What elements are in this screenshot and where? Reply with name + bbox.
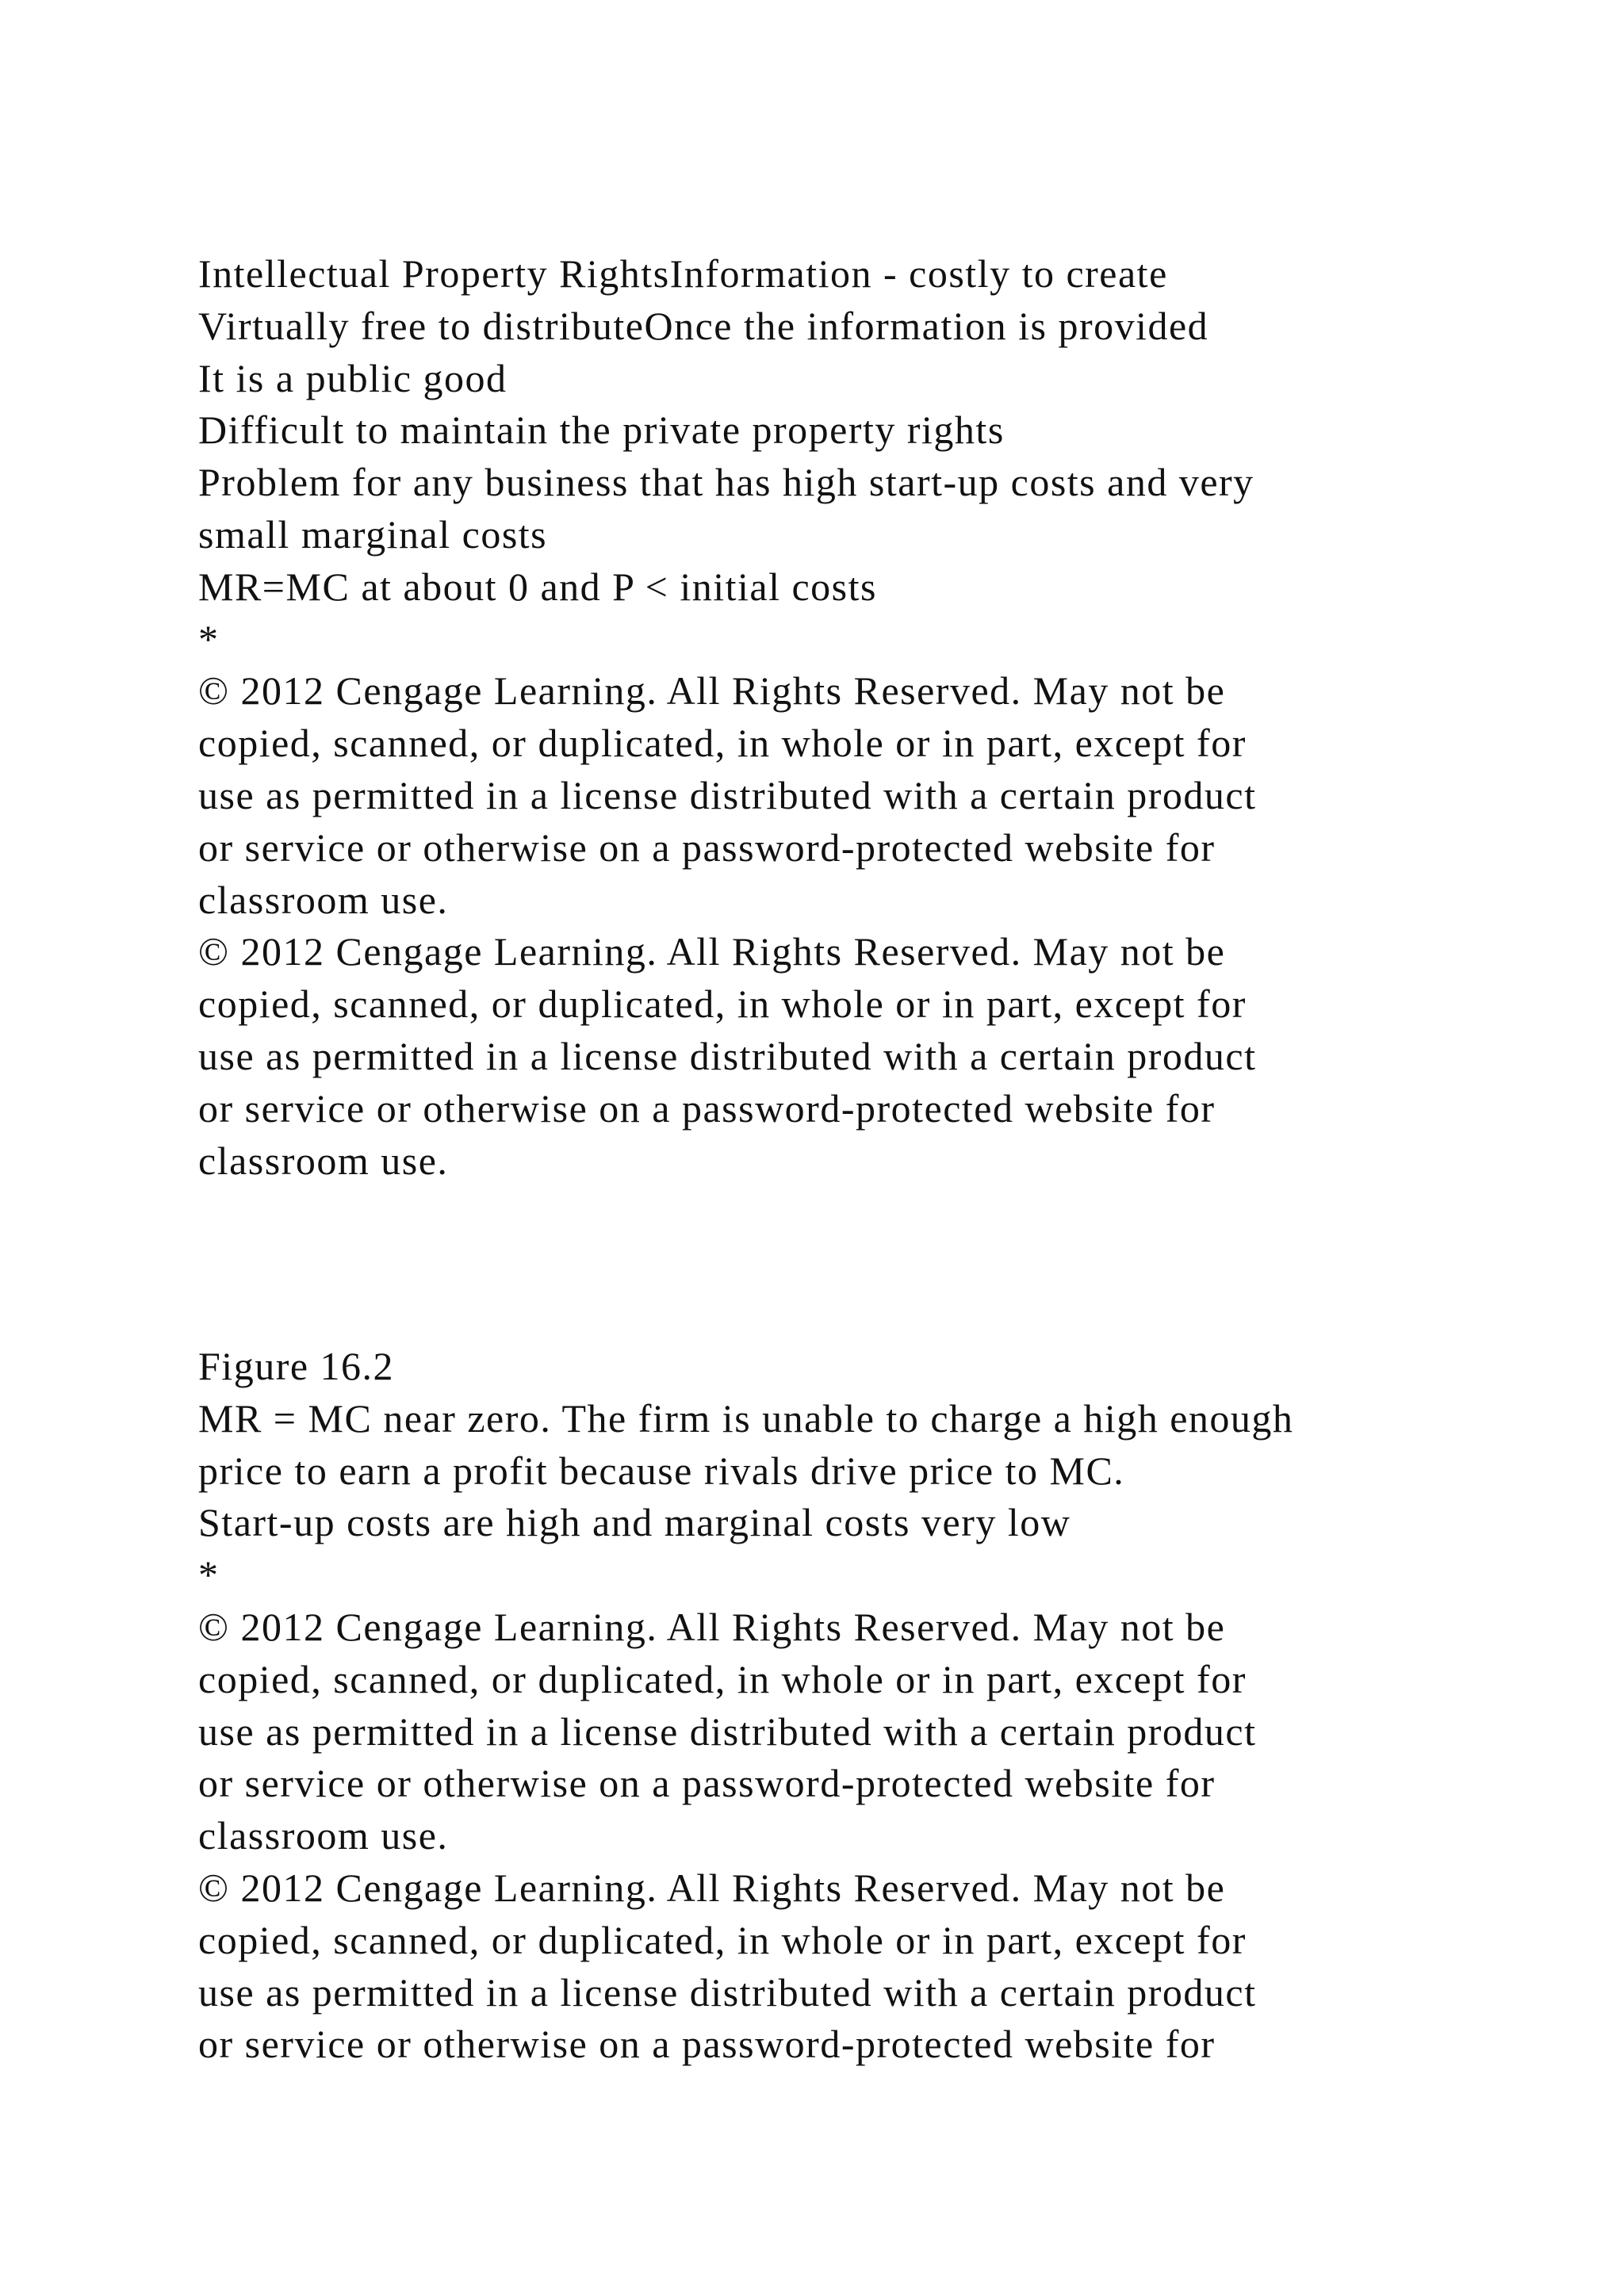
copyright-line: copied, scanned, or duplicated, in whole or in part, except for (198, 1917, 1247, 1962)
figure-caption: Figure 16.2 (198, 1344, 395, 1388)
text-line: Virtually free to distributeOnce the information is provided (198, 303, 1209, 348)
copyright-line: or service or otherwise on a password-protected website for (198, 825, 1216, 870)
copyright-line: classroom use. (198, 1813, 449, 1858)
copyright-line: © 2012 Cengage Learning. All Rights Reserved. May not be (198, 929, 1226, 974)
copyright-line: use as permitted in a license distributed with a certain product (198, 1033, 1257, 1078)
copyright-line: © 2012 Cengage Learning. All Rights Reserved. May not be (198, 1865, 1226, 1910)
copyright-line: or service or otherwise on a password-protected website for (198, 1085, 1216, 1131)
text-block-intellectual-property (198, 248, 1546, 1187)
copyright-line: © 2012 Cengage Learning. All Rights Reserved. May not be (198, 668, 1226, 714)
copyright-line: classroom use. (198, 877, 449, 922)
copyright-line: or service or otherwise on a password-protected website for (198, 1761, 1216, 1806)
copyright-line: copied, scanned, or duplicated, in whole or in part, except for (198, 1656, 1247, 1701)
text-line: Difficult to maintain the private property rights (198, 408, 1005, 453)
text-line: MR=MC at about 0 and P < initial costs (198, 564, 877, 609)
text-line: MR = MC near zero. The firm is unable to charge a high enough (198, 1395, 1294, 1441)
text-block-figure-16-2 (198, 1341, 1546, 2071)
copyright-line: © 2012 Cengage Learning. All Rights Reserved. May not be (198, 1604, 1226, 1649)
text-line: price to earn a profit because rivals drive price to MC. (198, 1448, 1125, 1493)
text-line: * (198, 1552, 220, 1598)
text-line: It is a public good (198, 355, 508, 400)
copyright-line: or service or otherwise on a password-protected website for (198, 2022, 1216, 2067)
text-line: * (198, 616, 220, 661)
copyright-line: use as permitted in a license distributed with a certain product (198, 772, 1257, 817)
copyright-line: use as permitted in a license distributed with a certain product (198, 1709, 1257, 1754)
text-line: Intellectual Property RightsInformation - costly to create (198, 251, 1168, 296)
copyright-line: classroom use. (198, 1138, 449, 1183)
text-line: Problem for any business that has high start-up costs and very (198, 460, 1254, 505)
text-line: Start-up costs are high and marginal costs very low (198, 1500, 1071, 1545)
copyright-line: copied, scanned, or duplicated, in whole or in part, except for (198, 721, 1247, 766)
copyright-line: use as permitted in a license distributed with a certain product (198, 1969, 1257, 2015)
text-line: small marginal costs (198, 511, 548, 557)
copyright-line: copied, scanned, or duplicated, in whole or in part, except for (198, 982, 1247, 1027)
